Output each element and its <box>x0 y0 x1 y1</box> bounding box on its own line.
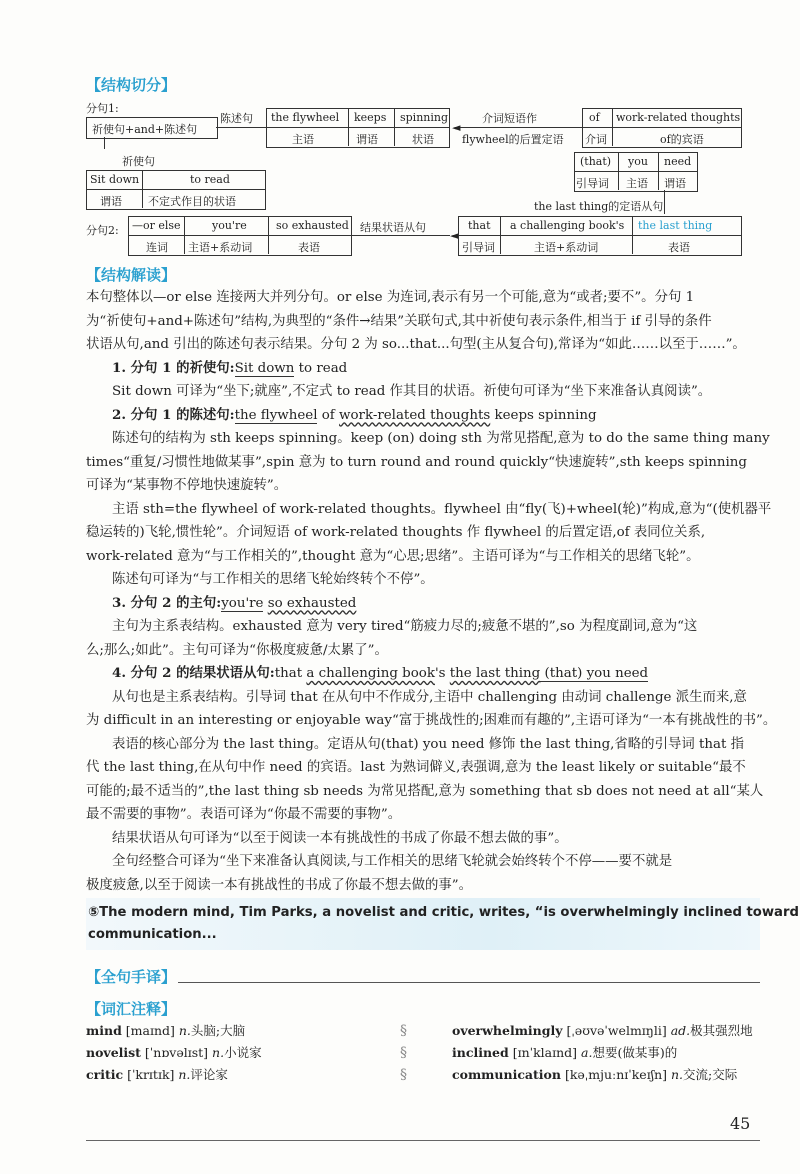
text-line: 可能的;最不适当的”,the last thing sb needs 为常见搭配,意为 something that sb does not need at all“某人 <box>86 783 764 799</box>
role-conj: 连词 <box>146 241 168 254</box>
heading-2-d: keeps spinning <box>490 407 597 423</box>
clause1-label: 分句1: <box>86 102 119 115</box>
word-flywheel: the flywheel <box>271 111 340 124</box>
heading-1-suffix: to read <box>294 360 348 376</box>
text-line: 全句经整合可译为“坐下来准备认真阅读,与工作相关的思绪飞轮就会始终转个不停——要不就是 <box>112 854 673 869</box>
vocab-meaning: 交流;交际 <box>683 1067 738 1082</box>
text-line: 可译为“某事物不停地快速旋转”。 <box>86 478 288 493</box>
prep-phrase-label: 介词短语作 <box>482 112 537 125</box>
heading-1-prefix: 1. 分句 1 的祈使句: <box>112 359 235 376</box>
text-line: 主语 sth=the flywheel of work-related thoughts。flywheel 由“fly(飞)+wheel(轮)”构成,意为“(使机器平 <box>112 501 772 517</box>
vocab-pron: [ˌəʊvəˈwelmɪŋli] <box>562 1023 671 1038</box>
text-line: Sit down 可译为“坐下;就座”,不定式 to read 作其目的状语。祈使句可译为“坐下来准备认真阅读”。 <box>112 384 712 399</box>
heading-4 <box>86 662 758 686</box>
text-line: 最不需要的事物”。表语可译为“你最不需要的事物”。 <box>86 807 402 822</box>
role-predicate: 谓语 <box>356 133 378 146</box>
word-sit-down: Sit down <box>90 173 140 186</box>
vocab-pos: n. <box>178 1023 191 1038</box>
explain-body <box>86 286 777 897</box>
word-or-else: —or else <box>132 219 181 232</box>
heading-2 <box>86 404 758 428</box>
heading-4-b: a challenging book <box>306 666 435 681</box>
text-line: 表语的核心部分为 the last thing。定语从句(that) you need 修饰 the last thing,省略的引导词 that 指 <box>112 736 745 752</box>
vocab-entry <box>452 1020 753 1042</box>
word-need: need <box>664 155 692 168</box>
heading-2-a: the flywheel <box>234 407 318 423</box>
role-subj-linking: 主语+系动词 <box>188 241 253 254</box>
result-clause-label: 结果状语从句 <box>360 221 426 234</box>
vocab-word: communication <box>452 1067 561 1082</box>
heading-2-b: of <box>317 407 340 423</box>
role-subj-linking2: 主语+系动词 <box>534 241 599 254</box>
arrow-left-1: ◄ <box>452 121 461 134</box>
role-predicate2: 谓语 <box>100 195 122 208</box>
role-subject: 主语 <box>292 133 314 146</box>
vocab-word: novelist <box>86 1045 141 1060</box>
word-youre: you're <box>212 219 247 232</box>
text-line: 结果状语从句可译为“以至于阅读一本有挑战性的书成了你最不想去做的事”。 <box>112 830 568 846</box>
heading-2-c: work-related thoughts <box>339 407 491 423</box>
vocab-meaning: 小说家 <box>224 1045 262 1060</box>
attr-clause-label: the last thing的定语从句 <box>534 200 664 213</box>
word-work-related: work-related thoughts <box>616 111 741 124</box>
heading-4-e: (that) you need <box>540 666 649 681</box>
vocab-pron: [kəˌmjuːnɪˈkeɪʃn] <box>560 1067 671 1082</box>
word-that: that <box>468 219 491 232</box>
heading-4-c: 's <box>434 666 450 681</box>
heading-4-a: that <box>274 666 307 681</box>
vocab-header: 【词汇注释】 <box>86 1000 177 1018</box>
role-subject2: 主语 <box>626 177 648 190</box>
vocab-right-column <box>452 1020 753 1086</box>
text-line: 主句为主系表结构。exhausted 意为 very tired“筋疲力尽的;疲惫不堪的”,so 为程度副词,意为“这 <box>112 619 698 634</box>
role-guide-word: 引导词 <box>576 177 609 190</box>
text-line: 为“祈使句+and+陈述句”结构,为典型的“条件→结果”关联句式,其中祈使句表示条件,相当于 if 引导的条件 <box>86 313 712 329</box>
vocab-left-column <box>86 1020 262 1086</box>
vocab-meaning: 想要(做某事)的 <box>592 1045 678 1060</box>
word-so-exhausted: so exhausted <box>276 219 349 232</box>
text-line: 稳运转的)飞轮,惯性轮”。介词短语 of work-related thoughts 作 flywheel 的后置定语,of 表同位关系, <box>86 525 706 540</box>
word-challenging-book: a challenging book's <box>510 219 625 232</box>
vocab-meaning: 头脑;大脑 <box>190 1023 246 1038</box>
word-last-thing: the last thing <box>638 219 713 232</box>
heading-1 <box>86 357 758 381</box>
text-line: times“重复/习惯性地做某事”,spin 意为 to turn round and round quickly“快速旋转”,sth keeps spinning <box>86 454 747 470</box>
text-line: 陈述句的结构为 sth keeps spinning。keep (on) doing sth 为常见搭配,意为 to do the same thing many <box>112 431 770 446</box>
role-predicate3: 谓语 <box>664 177 686 190</box>
heading-3-c: so exhausted <box>267 595 357 611</box>
vocab-word: inclined <box>452 1045 509 1060</box>
role-of-object: of的宾语 <box>660 133 704 146</box>
structure-cut-header: 【结构切分】 <box>86 76 177 94</box>
text-line: 极度疲惫,以至于阅读一本有挑战性的书成了你最不想去做的事”。 <box>86 877 473 893</box>
vocab-word: mind <box>86 1023 122 1038</box>
heading-3-a: you're <box>221 595 264 611</box>
word-keeps: keeps <box>354 111 387 124</box>
vocab-pron: [ɪnˈklaɪnd] <box>508 1045 581 1060</box>
vocab-entry <box>452 1064 753 1086</box>
role-infinitive: 不定式作目的状语 <box>148 195 236 208</box>
vocab-pron: [ˈnɒvəlɪst] <box>140 1045 213 1060</box>
word-of: of <box>589 111 600 124</box>
text-line: 从句也是主系表结构。引导词 that 在从句中不作成分,主语中 challenging 由动词 challenge 派生而来,意 <box>112 689 747 705</box>
text-line: 么;那么;如此”。主句可译为“你极度疲惫/太累了”。 <box>86 642 388 658</box>
page-number: 45 <box>730 1114 751 1133</box>
arrow-left-2: ◄ <box>450 229 459 242</box>
vocab-pos: n. <box>670 1067 684 1082</box>
word-that-paren: (that) <box>580 155 612 168</box>
text-line: 状语从句,and 引出的陈述句表示结果。分句 2 为 so...that...句型(主从复合句),常译为“如此……以至于……”。 <box>86 337 746 352</box>
vocab-pron: [ˈkrɪtɪk] <box>123 1067 179 1082</box>
text-line: 为 difficult in an interesting or enjoyable way“富于挑战性的;困难而有趣的”,主语可译为“一本有挑战性的书”。 <box>86 713 777 728</box>
declarative-label: 陈述句 <box>220 112 253 125</box>
column-divider-ornament: § § § <box>400 1023 407 1083</box>
clause2-label: 分句2: <box>86 224 119 237</box>
text-line: 代 the last thing,在从句中作 need 的宾语。last 为熟词僻义,表强调,意为 the least likely or suitable“最不 <box>86 760 746 775</box>
vocab-word: critic <box>86 1067 124 1082</box>
word-to-read: to read <box>190 173 230 186</box>
structure-explain-header: 【结构解读】 <box>86 266 177 284</box>
text-line: 陈述句可译为“与工作相关的思绪飞轮始终转个不停”。 <box>112 572 434 587</box>
vocab-entry <box>86 1020 262 1042</box>
translation-blank-line[interactable] <box>178 982 760 983</box>
heading-3-prefix: 3. 分句 2 的主句: <box>112 594 222 611</box>
word-spinning: spinning <box>400 111 449 124</box>
role-guide-word2: 引导词 <box>462 241 495 254</box>
sentence-5-line1: ⑤The modern mind, Tim Parks, a novelist and critic, writes, “is overwhelmingly inclined toward <box>88 905 799 920</box>
vocab-pos: a. <box>581 1045 593 1060</box>
sentence-5-line2: communication... <box>88 927 217 942</box>
vocab-pos: n. <box>178 1067 191 1082</box>
heading-4-prefix: 4. 分句 2 的结果状语从句: <box>112 665 275 681</box>
vocab-entry <box>86 1042 262 1064</box>
role-predicative: 表语 <box>298 241 320 254</box>
heading-1-content: Sit down <box>234 360 295 376</box>
sentence-5 <box>88 902 799 946</box>
role-adverbial: 状语 <box>412 133 434 146</box>
flywheel-postpos: flywheel的后置定语 <box>462 133 564 146</box>
role-predicative2: 表语 <box>668 241 690 254</box>
vocab-entry <box>86 1064 262 1086</box>
vocab-word: overwhelmingly <box>452 1023 563 1038</box>
vocab-entry <box>452 1042 753 1064</box>
imperative-label: 祈使句 <box>122 155 155 168</box>
vocab-pos: n. <box>212 1045 225 1060</box>
heading-4-d: the last thing <box>449 666 541 681</box>
word-you: you <box>628 155 648 168</box>
vocab-pos: ad. <box>670 1023 691 1038</box>
vocab-meaning: 极其强烈地 <box>690 1023 753 1038</box>
text-line: work-related 意为“与工作相关的”,thought 意为“心思;思绪”。主语可译为“与工作相关的思绪飞轮”。 <box>86 548 700 564</box>
bottom-rule <box>86 1140 760 1141</box>
text-line: 本句整体以—or else 连接两大并列分句。or else 为连词,表示有另一个可能,意为“或者;要不”。分句 1 <box>86 290 695 305</box>
heading-3 <box>86 592 758 616</box>
clause1-structure: 祈使句+and+陈述句 <box>92 123 198 136</box>
heading-2-prefix: 2. 分句 1 的陈述句: <box>112 406 235 423</box>
full-translation-header: 【全句手译】 <box>86 968 177 986</box>
vocab-meaning: 评论家 <box>190 1067 228 1082</box>
role-prep: 介词 <box>585 133 607 146</box>
vocab-pron: [maɪnd] <box>121 1023 179 1038</box>
